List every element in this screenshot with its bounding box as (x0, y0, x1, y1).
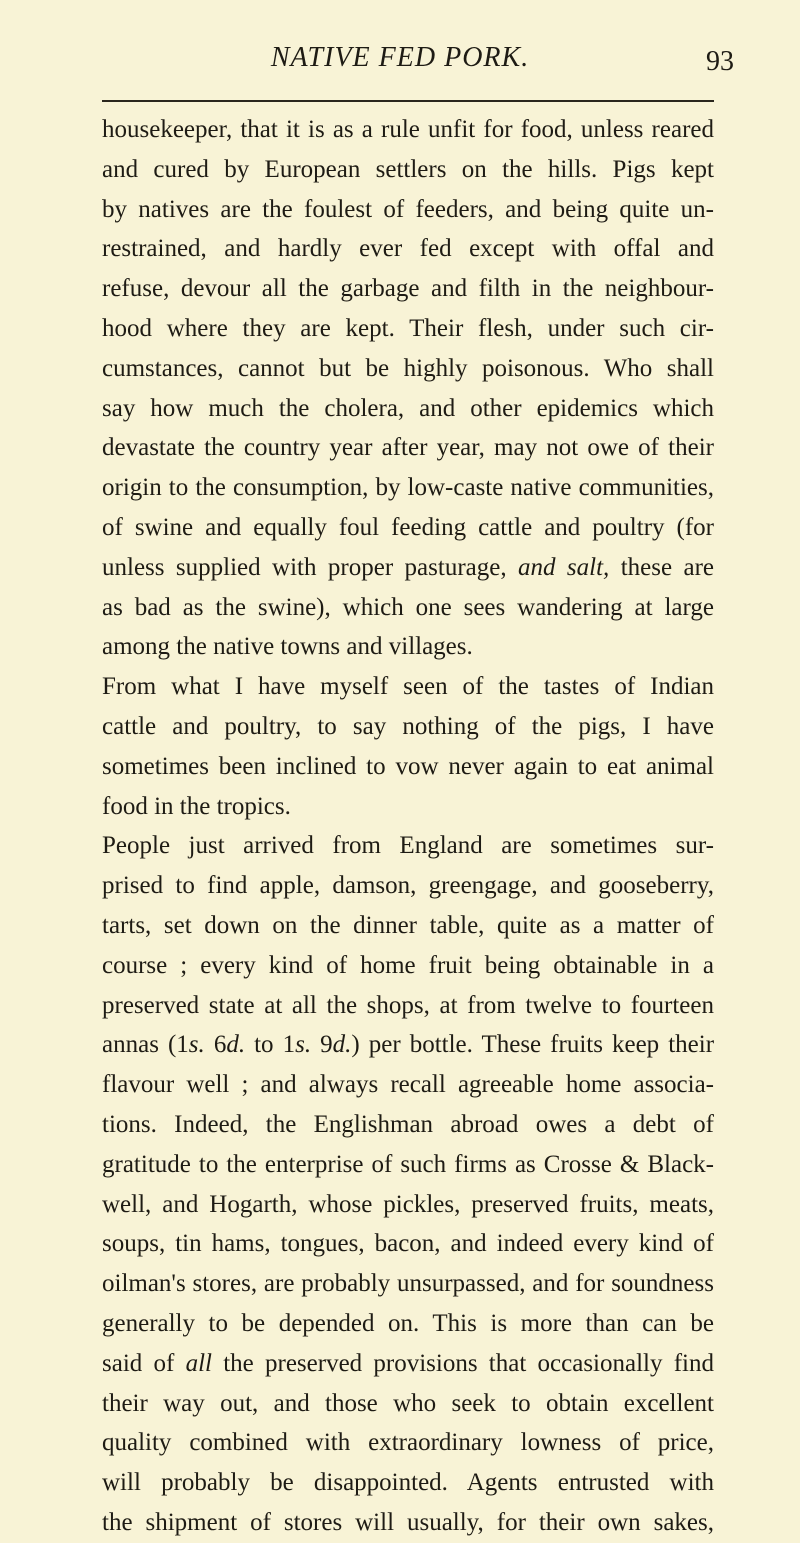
italic-text: and salt, (518, 553, 610, 581)
text-line: devastate the country year after year, may not owe of their (102, 434, 714, 462)
text-line: From what I have myself seen of the tastes of Indian (102, 673, 714, 701)
text-line: well, and Hogarth, whose pickles, preserved fruits, meats, (102, 1190, 714, 1218)
text-line: sometimes been inclined to vow never again to eat animal (102, 752, 714, 780)
body-text (102, 110, 714, 1543)
text-line: hood where they are kept. Their flesh, under such cir- (102, 314, 714, 342)
italic-text: s. (295, 1031, 312, 1059)
text-segment: 6 (213, 1031, 227, 1059)
text-segment: the preserved provisions that occasionally find (223, 1349, 714, 1377)
text-line: cumstances, cannot but be highly poisonous. Who shall (102, 354, 714, 382)
text-line: generally to be depended on. This is more than can be (102, 1309, 714, 1337)
italic-text: all (185, 1349, 212, 1377)
page-header (0, 42, 800, 92)
text-line: restrained, and hardly ever fed except with offal and (102, 235, 714, 263)
text-line: as bad as the swine), which one sees wandering at large (102, 593, 714, 621)
text-line (102, 548, 714, 588)
text-line: gratitude to the enterprise of such firms as Crosse & Black- (102, 1150, 714, 1178)
text-line (102, 1025, 714, 1065)
text-segment: said of (102, 1349, 175, 1377)
text-line: course ; every kind of home fruit being obtainable in a (102, 951, 714, 979)
text-line: oilman's stores, are probably unsurpassed, and for soundness (102, 1270, 714, 1298)
text-segment: unless supplied with proper pasturage, (102, 553, 507, 581)
italic-text: s. (188, 1031, 205, 1059)
page-number: 93 (706, 46, 734, 77)
italic-text: d. (226, 1031, 246, 1059)
running-title: NATIVE FED PORK. (270, 42, 530, 73)
text-segment: to 1 (254, 1031, 296, 1059)
text-segment: these are (620, 553, 715, 581)
text-line: housekeeper, that it is as a rule unfit for food, unless reared (102, 116, 714, 143)
text-line (102, 1344, 714, 1384)
text-line: say how much the cholera, and other epidemics which (102, 394, 714, 422)
text-line: their way out, and those who seek to obtain excellent (102, 1389, 714, 1417)
text-line: soups, tin hams, tongues, bacon, and indeed every kind of (102, 1230, 714, 1258)
text-line: and cured by European settlers on the hills. Pigs kept (102, 155, 714, 183)
text-line: origin to the consumption, by low-caste native communities, (102, 474, 714, 502)
text-line: tarts, set down on the dinner table, quite as a matter of (102, 911, 714, 939)
italic-text: d. (332, 1031, 352, 1059)
text-line: the shipment of stores will usually, for their own sakes, (102, 1508, 714, 1536)
text-segment: 9 (320, 1031, 333, 1059)
header-rule (102, 100, 714, 102)
text-line: flavour well ; and always recall agreeable home associa- (102, 1071, 714, 1099)
text-line: preserved state at all the shops, at from twelve to fourteen (102, 991, 714, 1019)
text-segment: ) per bottle. These fruits keep their (351, 1031, 715, 1059)
text-line: among the native towns and villages. (102, 633, 473, 661)
text-line: cattle and poultry, to say nothing of the pigs, I have (102, 712, 714, 740)
text-line: tions. Indeed, the Englishman abroad owes a debt of (102, 1110, 714, 1138)
text-line: will probably be disappointed. Agents entrusted with (102, 1469, 714, 1497)
text-line: by natives are the foulest of feeders, and being quite un- (102, 195, 714, 223)
text-line: of swine and equally foul feeding cattle and poultry (for (102, 513, 714, 541)
text-line: refuse, devour all the garbage and filth in the neighbour- (102, 275, 714, 303)
text-segment: annas (1 (102, 1031, 189, 1059)
text-line: prised to find apple, damson, greengage, and gooseberry, (102, 872, 714, 900)
text-line: People just arrived from England are sometimes sur- (102, 832, 714, 860)
text-line: quality combined with extraordinary lowness of price, (102, 1429, 714, 1457)
text-line: food in the tropics. (102, 792, 291, 820)
